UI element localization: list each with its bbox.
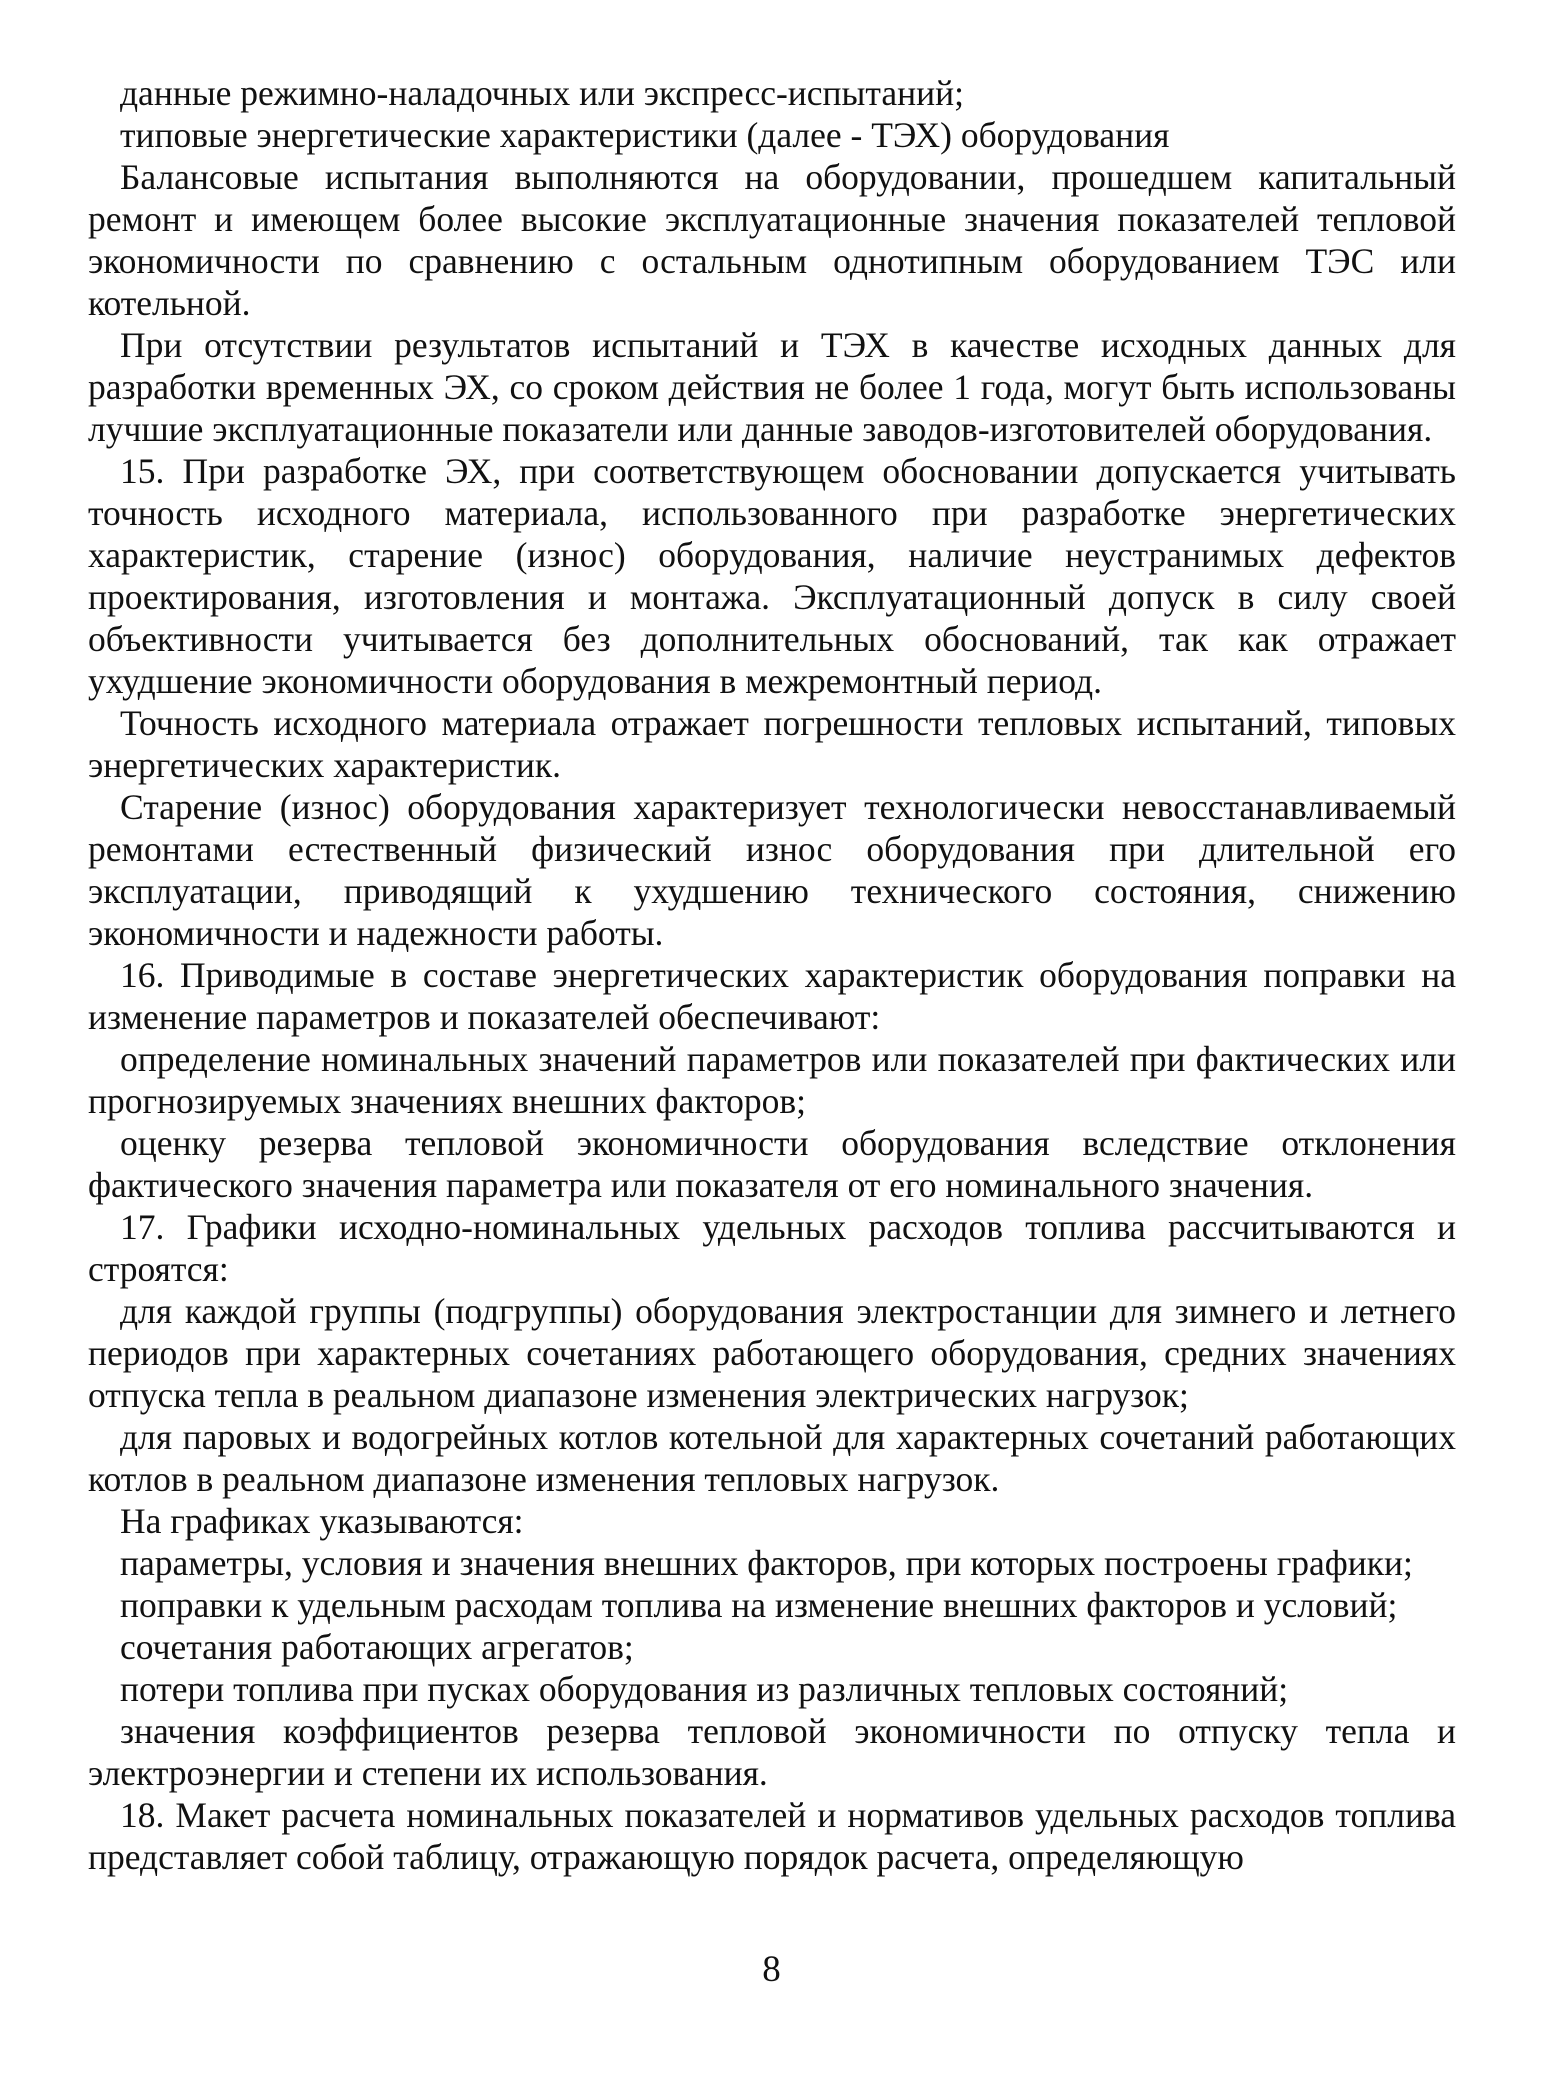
paragraph-parameters-conditions: параметры, условия и значения внешних факторов, при которых построены графики;: [120, 1543, 1413, 1583]
paragraph-balance-tests: Балансовые испытания выполняются на оборудовании, прошедшем капитальный ремонт и имеющем более высокие эксплуатационные значения показателей тепловой экономичности по сравнению с остальным однотипным оборудованием ТЭС или котельной.: [88, 157, 1456, 323]
paragraph-power-plant-groups: для каждой группы (подгруппы) оборудования электростанции для зимнего и летнего периодов при характерных сочетаниях работающего оборудования, средних значениях отпуска тепла в реальном диапазоне изменения электрических нагрузок;: [88, 1291, 1456, 1415]
paragraph-boilers: для паровых и водогрейных котлов котельной для характерных сочетаний работающих котлов в реальном диапазоне изменения тепловых нагрузок.: [88, 1417, 1456, 1499]
document-page: [88, 72, 1456, 1878]
paragraph-graphs-indicate: На графиках указываются:: [120, 1501, 524, 1541]
paragraph-unit-combinations: сочетания работающих агрегатов;: [120, 1627, 634, 1667]
paragraph-test-data: данные режимно-наладочных или экспресс-испытаний;: [120, 73, 964, 113]
paragraph-reserve-assessment: оценку резерва тепловой экономичности оборудования вследствие отклонения фактического значения параметра или показателя от его номинального значения.: [88, 1123, 1456, 1205]
paragraph-equipment-aging: Старение (износ) оборудования характеризует технологически невосстанавливаемый ремонтами естественный физический износ оборудования при длительной его эксплуатации, приводящий к ухудшению технического состояния, снижению экономичности и надежности работы.: [88, 787, 1456, 953]
paragraph-fuel-corrections: поправки к удельным расходам топлива на изменение внешних факторов и условий;: [120, 1585, 1398, 1625]
paragraph-absence-of-results: При отсутствии результатов испытаний и ТЭХ в качестве исходных данных для разработки временных ЭХ, со сроком действия не более 1 года, могут быть использованы лучшие эксплуатационные показатели или данные заводов-изготовителей оборудования.: [88, 325, 1456, 449]
paragraph-source-accuracy: Точность исходного материала отражает погрешности тепловых испытаний, типовых энергетических характеристик.: [88, 703, 1456, 785]
paragraph-nominal-values: определение номинальных значений параметров или показателей при фактических или прогнозируемых значениях внешних факторов;: [88, 1039, 1456, 1121]
paragraph-item-15: 15. При разработке ЭХ, при соответствующем обосновании допускается учитывать точность исходного материала, использованного при разработке энергетических характеристик, старение (износ) оборудования, наличие неустранимых дефектов проектирования, изготовления и монтажа. Эксплуатационный допуск в силу своей объективности учитывается без дополнительных обоснований, так как отражает ухудшение экономичности оборудования в межремонтный период.: [88, 451, 1456, 701]
page-number: 8: [762, 1949, 781, 1990]
paragraph-item-17: 17. Графики исходно-номинальных удельных расходов топлива рассчитываются и строятся:: [88, 1207, 1456, 1289]
paragraph-startup-losses: потери топлива при пусках оборудования из различных тепловых состояний;: [120, 1669, 1289, 1709]
paragraph-item-16: 16. Приводимые в составе энергетических характеристик оборудования поправки на изменение параметров и показателей обеспечивают:: [88, 955, 1456, 1037]
paragraph-reserve-coefficients: значения коэффициентов резерва тепловой экономичности по отпуску тепла и электроэнергии и степени их использования.: [88, 1711, 1456, 1793]
paragraph-item-18: 18. Макет расчета номинальных показателей и нормативов удельных расходов топлива представляет собой таблицу, отражающую порядок расчета, определяющую: [88, 1795, 1456, 1877]
paragraph-typical-characteristics: типовые энергетические характеристики (далее - ТЭХ) оборудования: [120, 115, 1170, 155]
